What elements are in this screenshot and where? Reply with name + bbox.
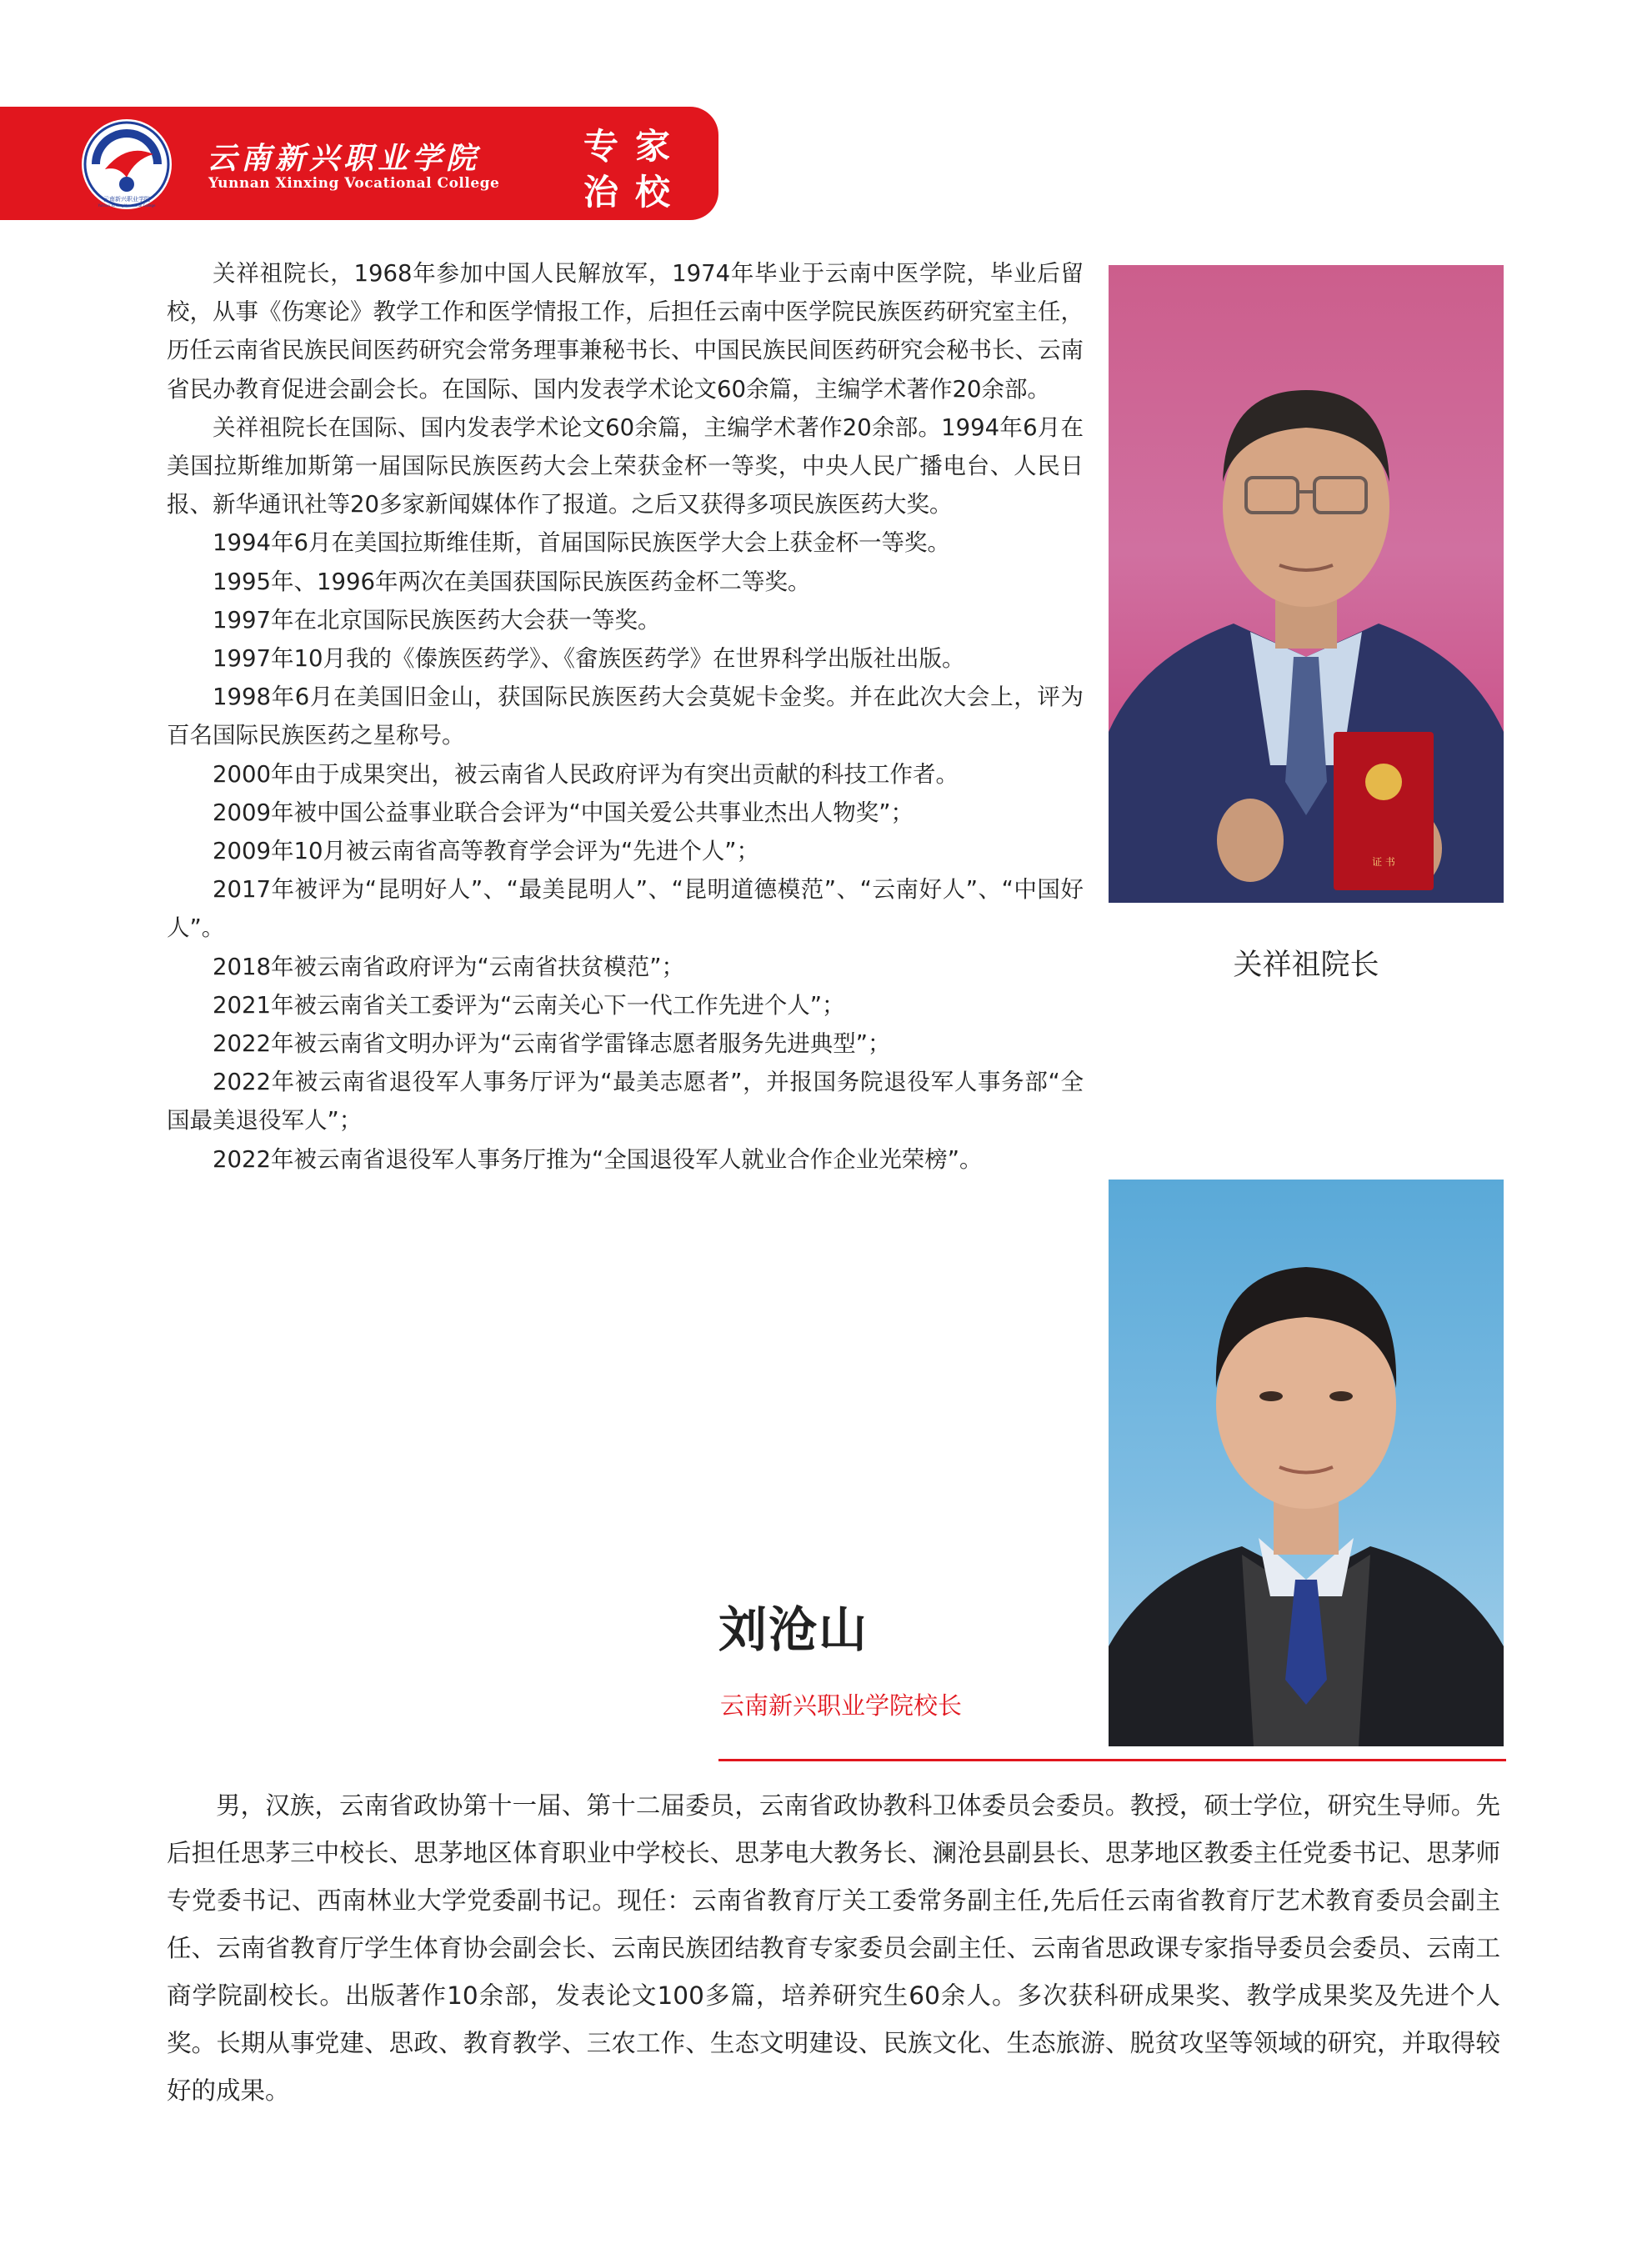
bio1-paragraph: 2009年被中国公益事业联合会评为“中国关爱公共事业杰出人物奖”； <box>213 799 914 826</box>
bio1-paragraph: 1997年在北京国际民族医药大会获一等奖。 <box>213 606 661 634</box>
bio1-paragraph: 1997年10月我的《傣族医药学》、《畲族医药学》在世界科学出版社出版。 <box>213 645 965 673</box>
person1-biography <box>167 254 1084 1179</box>
slogan-line-1: 专家 <box>583 126 688 167</box>
bio1-paragraph: 2018年被云南省政府评为“云南省扶贫模范”； <box>213 953 684 980</box>
logo-text: 云南新兴职业学院 <box>103 196 150 203</box>
bio1-paragraph: 2022年被云南省退役军人事务厅推为“全国退役军人就业合作企业光荣榜”。 <box>213 1145 983 1173</box>
logo-text-en: Yunnan Xinxing Vocational College <box>98 203 156 208</box>
portrait-illustration <box>1109 1180 1504 1746</box>
bio1-paragraph: 2022年被云南省退役军人事务厅评为“最美志愿者”，并报国务院退役军人事务部“全国最美退役军人”； <box>167 1069 1084 1135</box>
bio1-paragraph: 2000年由于成果突出，被云南省人民政府评为有突出贡献的科技工作者。 <box>213 760 959 788</box>
person2-photo <box>1109 1180 1504 1746</box>
bio1-paragraph: 关祥祖院长，1968年参加中国人民解放军，1974年毕业于云南中医学院，毕业后留校，从事《伤寒论》教学工作和医学情报工作，后担任云南中医学院民族医药研究室主任，历任云南省民族民间医药研究会常务理事兼秘书长、中国民族民间医药研究会秘书长、云南省民办教育促进会副会长。在国际、国内发表学术论文60余篇，主编学术著作20余部。 <box>167 260 1084 403</box>
college-logo <box>80 118 173 211</box>
certificate-title: 证 书 <box>1372 856 1395 868</box>
section-divider <box>718 1759 1506 1761</box>
person1-photo <box>1109 265 1504 903</box>
bio1-paragraph: 2021年被云南省关工委评为“云南关心下一代工作先进个人”； <box>213 991 845 1019</box>
bio1-paragraph: 关祥祖院长在国际、国内发表学术论文60余篇，主编学术著作20余部。1994年6月在美国拉斯维加斯第一届国际民族医药大会上荣获金杯一等奖，中央人民广播电台、人民日报、新华通讯社等20多家新闻媒体作了报道。之后又获得多项民族医药大奖。 <box>167 413 1084 518</box>
person2-title: 云南新兴职业学院校长 <box>720 1691 963 1720</box>
bio1-paragraph: 2009年10月被云南省高等教育学会评为“先进个人”； <box>213 838 759 865</box>
bio2-paragraph: 男，汉族，云南省政协第十一届、第十二届委员，云南省政协教科卫体委员会委员。教授，硕士学位，研究生导师。先后担任思茅三中校长、思茅地区体育职业中学校长、思茅电大教务长、澜沧县副县长、思茅地区教委主任党委书记、思茅师专党委书记、西南林业大学党委副书记。现任：云南省教育厅关工委常务副主任,先后任云南省教育厅艺术教育委员会副主任、云南省教育厅学生体育协会副会长、云南民族团结教育专家委员会副主任、云南省思政课专家指导委员会委员、云南工商学院副校长。出版著作10余部，发表论文100多篇，培养研究生60余人。多次获科研成果奖、教学成果奖及先进个人奖。长期从事党建、思政、教育教学、三农工作、生态文明建设、民族文化、生态旅游、脱贫攻坚等领域的研究，并取得较好的成果。 <box>167 1791 1500 2105</box>
college-name-cn: 云南新兴职业学院 <box>207 141 481 176</box>
slogan-line-2: 治校 <box>583 172 688 213</box>
bio1-paragraph: 1995年、1996年两次在美国获国际民族医药金杯二等奖。 <box>213 568 811 595</box>
bio1-paragraph: 1994年6月在美国拉斯维佳斯，首届国际民族医学大会上获金杯一等奖。 <box>213 529 950 557</box>
bio1-paragraph: 2017年被评为“昆明好人”、“最美昆明人”、“昆明道德模范”、“云南好人”、“中国好人”。 <box>167 876 1084 942</box>
person1-caption: 关祥祖院长 <box>1233 949 1379 982</box>
portrait-illustration <box>1109 265 1504 903</box>
bio1-paragraph: 1998年6月在美国旧金山，获国际民族医药大会莫妮卡金奖。并在此次大会上，评为百名国际民族医药之星称号。 <box>167 684 1084 749</box>
bio1-paragraph: 2022年被云南省文明办评为“云南省学雷锋志愿者服务先进典型”； <box>213 1030 891 1058</box>
person2-name: 刘沧山 <box>718 1601 869 1658</box>
person2-biography <box>167 1782 1500 2115</box>
college-name-en: Yunnan Xinxing Vocational College <box>208 175 500 192</box>
